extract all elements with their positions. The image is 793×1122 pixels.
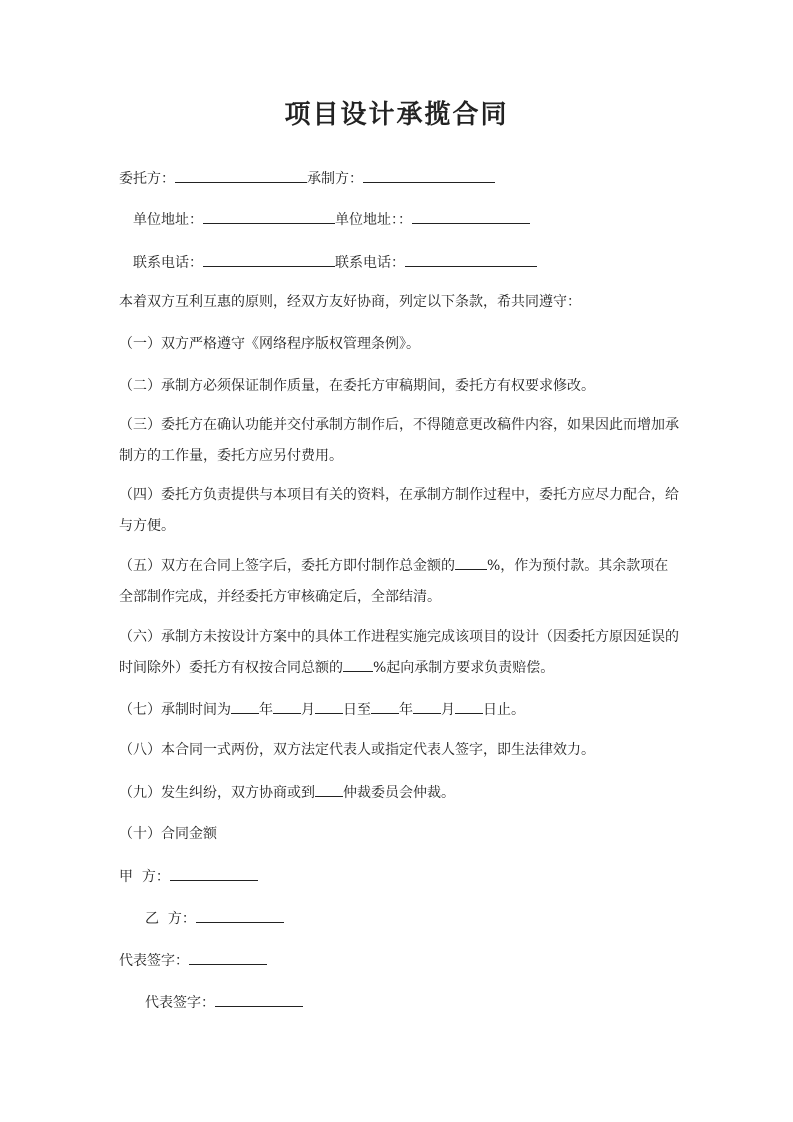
party-a-line [119, 866, 679, 887]
prepayment-percent-blank[interactable] [455, 555, 487, 570]
end-month-blank[interactable] [413, 699, 441, 714]
rep-b-signature-blank[interactable] [215, 992, 303, 1007]
year-label-2: 年 [399, 702, 413, 718]
clause-9 [119, 782, 679, 803]
client-phone-label: 联系电话： [133, 255, 203, 271]
party-a-label: 甲 方： [119, 869, 170, 885]
rep-a-signature-blank[interactable] [189, 950, 267, 965]
party-b-label: 乙 方： [145, 911, 196, 927]
clause-3: （三）委托方在确认功能并交付承制方制作后，不得随意更改稿件内容，如果因此而增加承制方的工作量，委托方应另付费用。 [119, 417, 679, 464]
month-label: 月 [301, 702, 315, 718]
client-name-blank[interactable] [175, 168, 307, 183]
contractor-address-label: 单位地址：： [335, 212, 412, 228]
year-label: 年 [259, 702, 273, 718]
arbitration-blank[interactable] [315, 782, 343, 797]
clause-7-text: （七）承制时间为 [119, 702, 231, 718]
compensation-percent-blank[interactable] [343, 657, 373, 672]
clause-6-text-b: %起向承制方要求负责赔偿。 [373, 660, 555, 676]
start-day-blank[interactable] [315, 699, 343, 714]
party-b-line [145, 908, 705, 929]
party-a-blank[interactable] [170, 866, 258, 881]
intro-text: 本着双方互利互惠的原则，经双方友好协商，列定以下条款，希共同遵守： [119, 294, 581, 310]
client-address-blank[interactable] [203, 209, 335, 224]
clause-10: （十）合同金额 [119, 826, 217, 842]
contractor-label: 承制方： [307, 171, 363, 187]
clause-4: （四）委托方负责提供与本项目有关的资料，在承制方制作过程中，委托方应尽力配合，给与方便。 [119, 487, 679, 534]
clause-2: （二）承制方必须保证制作质量，在委托方审稿期间，委托方有权要求修改。 [119, 378, 595, 394]
clause-1: （一）双方严格遵守《网络程序版权管理条例》。 [119, 336, 420, 352]
end-year-blank[interactable] [371, 699, 399, 714]
contractor-name-blank[interactable] [363, 168, 495, 183]
rep-b-label: 代表签字： [145, 995, 215, 1011]
start-year-blank[interactable] [231, 699, 259, 714]
contractor-address-blank[interactable] [412, 209, 530, 224]
page-title: 项目设计承揽合同 [284, 100, 509, 130]
clause-5-text-b: %，作为预付款。其余款项在全部制作完成，并经委托方审核确定后，全部结清。 [119, 558, 669, 605]
end-day-blank[interactable] [455, 699, 483, 714]
client-address-label: 单位地址： [133, 212, 203, 228]
month-label-2: 月 [441, 702, 455, 718]
address-line [133, 209, 693, 230]
rep-a-label: 代表签字： [119, 953, 189, 969]
party-b-blank[interactable] [196, 908, 284, 923]
clause-6-text-a: （六）承制方未按设计方案中的具体工作进程实施完成该项目的设计（因委托方原因延误的时间除外）委托方有权按合同总额的 [119, 629, 679, 676]
clause-7 [119, 699, 679, 720]
client-label: 委托方： [119, 171, 175, 187]
clause-9-text-a: （九）发生纠纷，双方协商或到 [119, 785, 315, 801]
start-month-blank[interactable] [273, 699, 301, 714]
day-end-label: 日止。 [483, 702, 525, 718]
day-to-label: 日至 [343, 702, 371, 718]
client-contractor-line [119, 168, 679, 189]
clause-5-text-a: （五）双方在合同上签字后，委托方即付制作总金额的 [119, 558, 455, 574]
clause-5 [119, 551, 679, 613]
contractor-phone-blank[interactable] [405, 252, 537, 267]
clause-6 [119, 622, 679, 684]
phone-line [133, 252, 693, 273]
clause-9-text-b: 仲裁委员会仲裁。 [343, 785, 455, 801]
rep-a-line [119, 950, 679, 971]
contractor-phone-label: 联系电话： [335, 255, 405, 271]
client-phone-blank[interactable] [203, 252, 335, 267]
rep-b-line [145, 992, 705, 1013]
clause-8: （八）本合同一式两份，双方法定代表人或指定代表人签字，即生法律效力。 [119, 742, 595, 758]
